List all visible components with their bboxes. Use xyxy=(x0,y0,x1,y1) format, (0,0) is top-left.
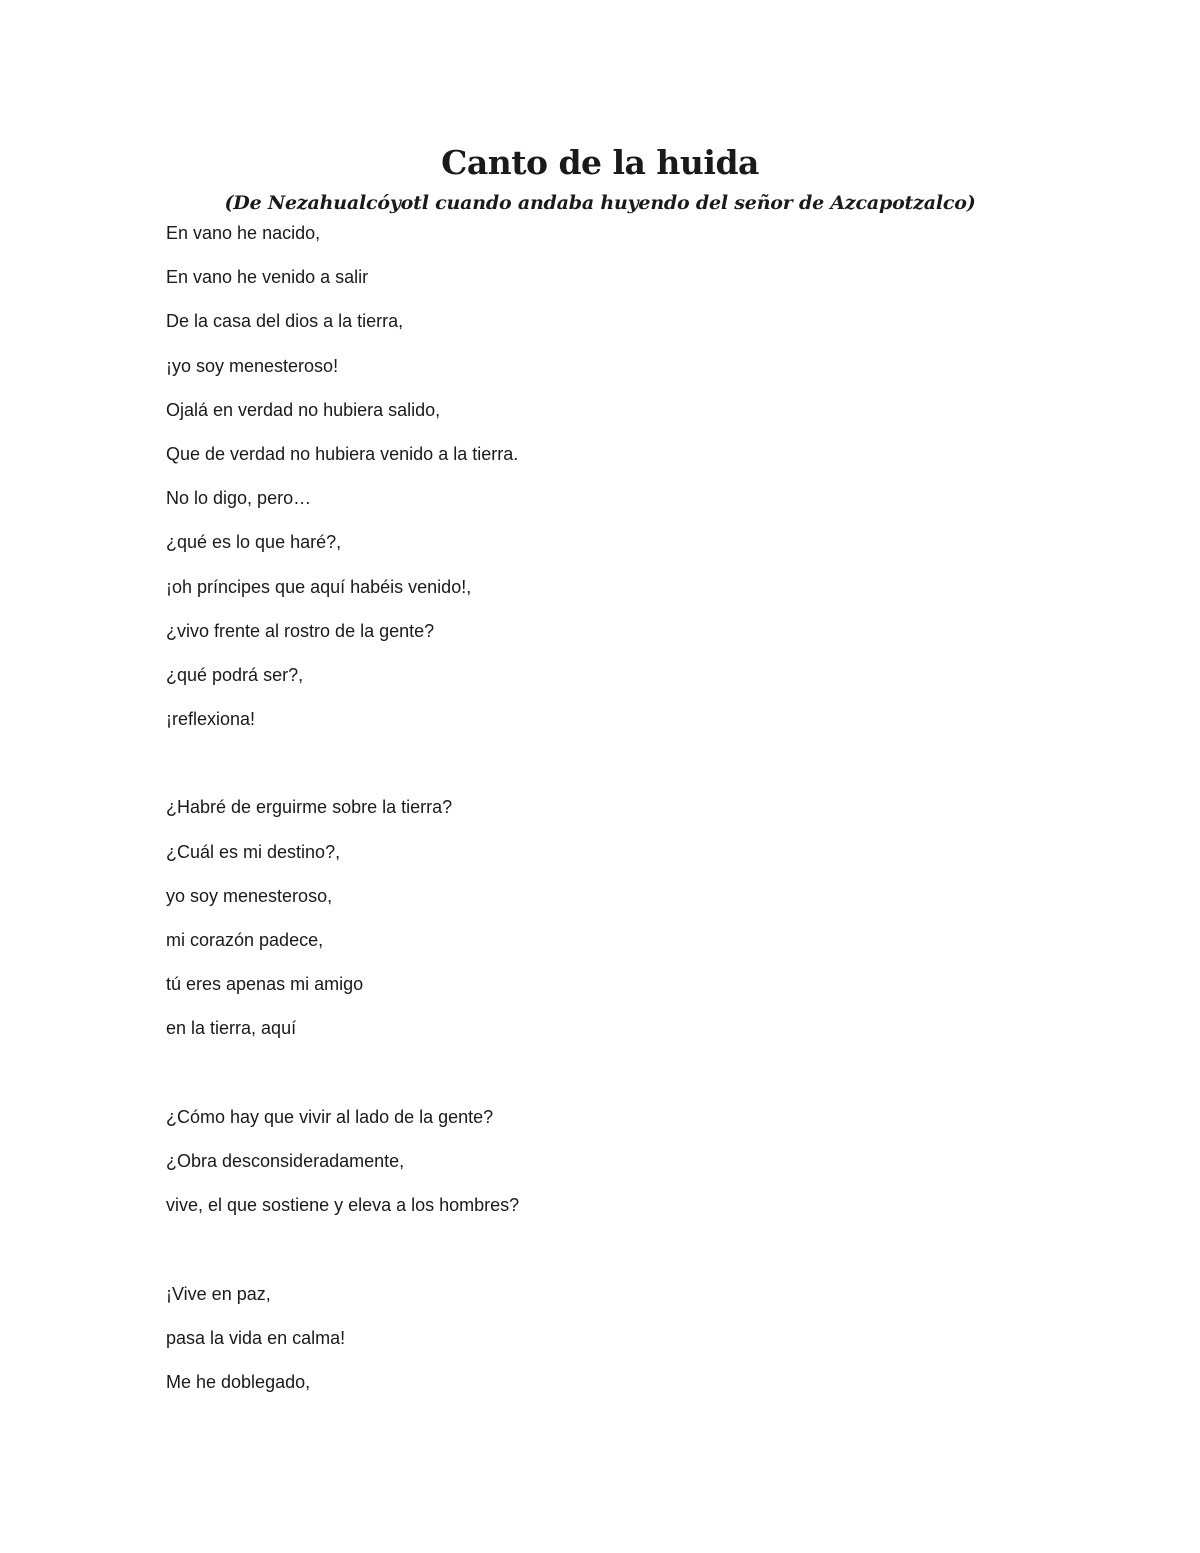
poem-line: ¡oh príncipes que aquí habéis venido!, xyxy=(166,576,472,597)
stanza-gap xyxy=(166,748,1066,792)
stanza-gap xyxy=(166,1058,1066,1102)
poem-line: ¿Cómo hay que vivir al lado de la gente? xyxy=(166,1106,494,1127)
poem-line: mi corazón padece, xyxy=(166,930,324,950)
stanza-gap xyxy=(166,1234,1066,1278)
poem-line: ¡reflexiona! xyxy=(166,709,256,730)
stanza-1 xyxy=(166,218,1066,734)
poem-line: ¿qué podrá ser?, xyxy=(166,664,304,685)
poem-line: ¡Vive en paz, xyxy=(166,1283,271,1304)
poem-line: No lo digo, pero… xyxy=(166,488,312,509)
stanza-4 xyxy=(166,1279,1066,1397)
poem-line: ¡yo soy menesteroso! xyxy=(166,355,339,376)
poem-line: De la casa del dios a la tierra, xyxy=(166,311,404,332)
poem-line: Ojalá en verdad no hubiera salido, xyxy=(166,399,441,420)
poem-line: yo soy menesteroso, xyxy=(166,885,333,906)
poem-line: ¿Obra desconsideradamente, xyxy=(166,1150,405,1171)
poem-line: ¿qué es lo que haré?, xyxy=(166,532,342,553)
poem-subtitle: (De Nezahualcóyotl cuando andaba huyendo del señor de Azcapotzalco) xyxy=(224,192,976,214)
poem-line: En vano he venido a salir xyxy=(166,267,369,288)
poem-line: vive, el que sostiene y eleva a los hombres? xyxy=(166,1195,520,1216)
poem-line: ¿vivo frente al rostro de la gente? xyxy=(166,620,435,641)
poem-line: ¿Habré de erguirme sobre la tierra? xyxy=(166,797,453,818)
stanza-3 xyxy=(166,1102,1066,1220)
poem-line: en la tierra, aquí xyxy=(166,1018,297,1039)
poem-line: tú eres apenas mi amigo xyxy=(166,974,364,995)
poem-line: ¿Cuál es mi destino?, xyxy=(166,841,341,862)
poem-title: Canto de la huida xyxy=(441,143,759,182)
poem-line: En vano he nacido, xyxy=(166,223,321,243)
poem-line: Que de verdad no hubiera venido a la tierra. xyxy=(166,443,519,464)
poem-line: Me he doblegado, xyxy=(166,1371,311,1392)
poem-body xyxy=(166,218,1066,1411)
stanza-2 xyxy=(166,792,1066,1043)
poem-line: pasa la vida en calma! xyxy=(166,1327,346,1348)
